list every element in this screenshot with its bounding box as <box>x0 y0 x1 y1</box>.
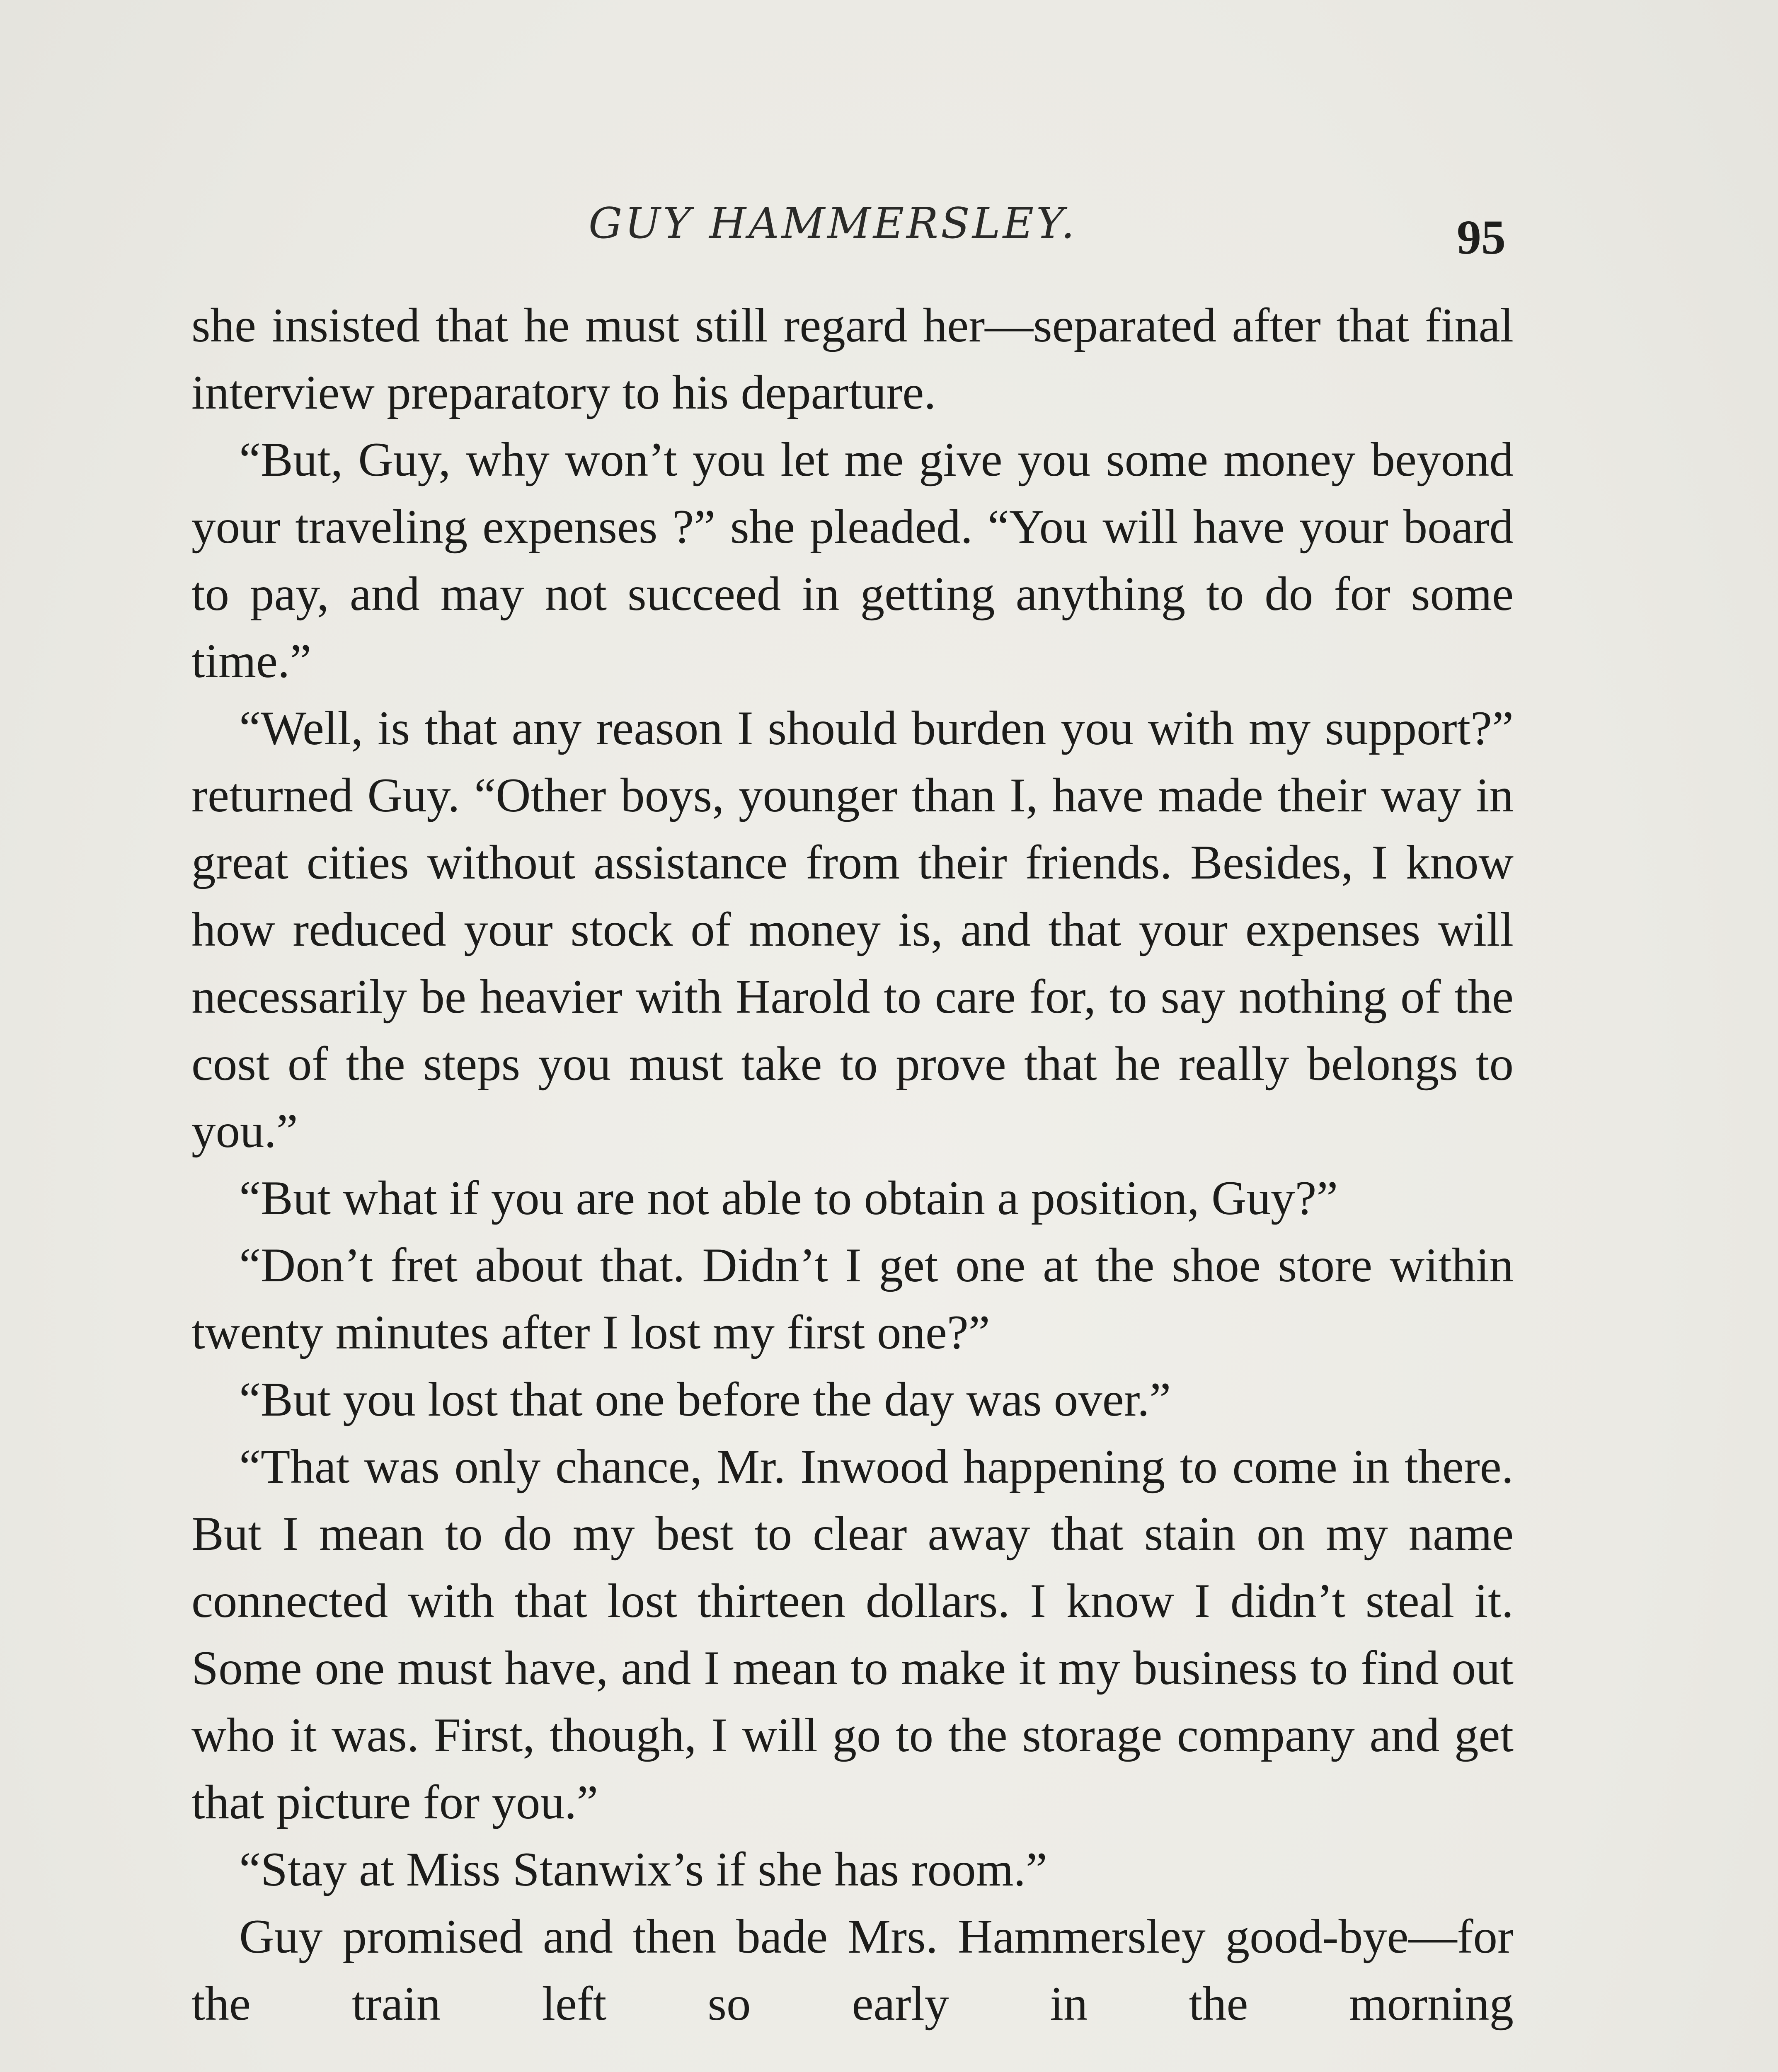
paragraph: she insisted that he must still regard her—separated after that final interview preparatory to his departure. <box>191 299 1514 419</box>
paragraph: Guy promised and then bade Mrs. Hammersley good-bye—for the train left so early in the morning <box>191 1910 1514 2031</box>
running-head: GUY HAMMERSLEY. <box>589 199 1077 248</box>
paragraph: “Well, is that any reason I should burden you with my support?” returned Guy. “Other boys, younger than I, have made their way in great cities without assistance from their friends. Besides, I know how reduced your stock of money is, and that your expenses will necessarily be heavier with Harold to care for, to say nothing of the cost of the steps you must take to prove that he really belongs to you.” <box>191 702 1514 1158</box>
paragraph: “Don’t fret about that. Didn’t I get one at the shoe store within twenty minutes after I lost my first one?” <box>191 1239 1514 1359</box>
body-text <box>191 292 1514 2038</box>
paragraph: “Stay at Miss Stanwix’s if she has room.” <box>239 1843 1047 1896</box>
paragraph: “But what if you are not able to obtain a position, Guy?” <box>239 1172 1338 1225</box>
page-number: 95 <box>1457 210 1506 264</box>
paragraph: “But you lost that one before the day was over.” <box>239 1373 1171 1426</box>
paragraph: “But, Guy, why won’t you let me give you some money beyond your traveling expenses ?” she pleaded. “You will have your board to pay, and may not succeed in getting anything to do for some time.” <box>191 433 1514 688</box>
paragraph: “That was only chance, Mr. Inwood happening to come in there. But I mean to do my best to clear away that stain on my name connected with that lost thirteen dollars. I know I didn’t steal it. Some one must have, and I mean to make it my business to find out who it was. First, though, I will go to the storage company and get that picture for you.” <box>191 1440 1514 1829</box>
